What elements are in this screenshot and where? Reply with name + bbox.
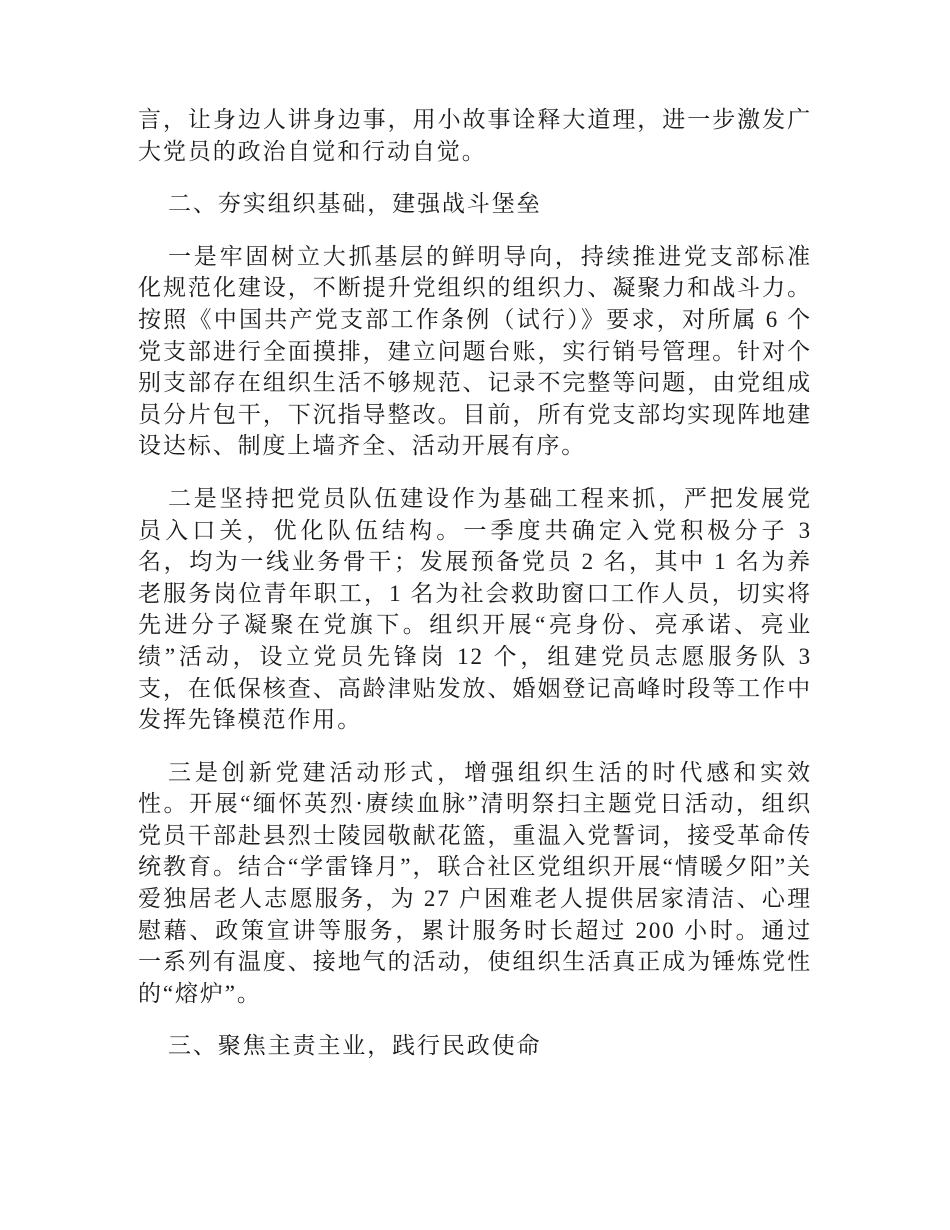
paragraph-point-3: 三是创新党建活动形式，增强组织生活的时代感和实效性。开展“缅怀英烈·赓续血脉”清明祭扫主题党日活动，组织党员干部赴县烈士陵园敬献花篮，重温入党誓词，接受革命传统教育。结合“学雷锋月”，联合社区党组织开展“情暖夕阳”关爱独居老人志愿服务，为 27 户困难老人提供居家清洁、心理慰藉、政策宣讲等服务，累计服务时长超过 200 小时。通过一系列有温度、接地气的活动，使组织生活真正成为锤炼党性的“熔炉”。 <box>138 759 812 1006</box>
paragraph-point-1: 一是牢固树立大抓基层的鲜明导向，持续推进党支部标准化规范化建设，不断提升党组织的组织力、凝聚力和战斗力。按照《中国共产党支部工作条例（试行）》要求，对所属 6 个党支部进行全面摸排，建立问题台账，实行销号管理。针对个别支部存在组织生活不够规范、记录不完整等问题，由党组成员分片包干，下沉指导整改。目前，所有党支部均实现阵地建设达标、制度上墙齐全、活动开展有序。 <box>138 243 812 459</box>
section-heading-2: 二、夯实组织基础，建强战斗堡垒 <box>168 191 542 217</box>
paragraph-continuation: 言，让身边人讲身边事，用小故事诠释大道理，进一步激发广大党员的政治自觉和行动自觉。 <box>138 107 812 164</box>
paragraph-point-2: 二是坚持把党员队伍建设作为基础工程来抓，严把发展党员入口关，优化队伍结构。一季度共确定入党积极分子 3 名，均为一线业务骨干；发展预备党员 2 名，其中 1 名为养老服务岗位青年职工，1 名为社会救助窗口工作人员，切实将先进分子凝聚在党旗下。组织开展“亮身份、亮承诺、亮业绩”活动，设立党员先锋岗 12 个，组建党员志愿服务队 3 支，在低保核查、高龄津贴发放、婚姻登记高峰时段等工作中发挥先锋模范作用。 <box>138 485 812 733</box>
section-heading-3: 三、聚焦主责主业，践行民政使命 <box>168 1033 542 1059</box>
